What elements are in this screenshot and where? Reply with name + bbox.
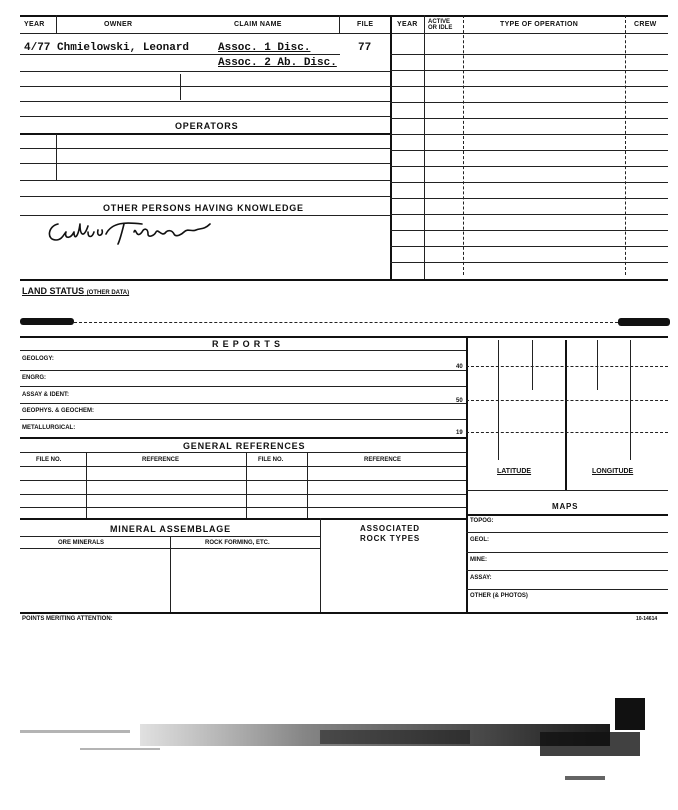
- header-file: FILE: [357, 21, 374, 28]
- general-references-title: GENERAL REFERENCES: [183, 441, 306, 451]
- header-claim-name: CLAIM NAME: [234, 21, 282, 28]
- reports-bottom-rule: [20, 437, 466, 439]
- divider: [532, 340, 533, 390]
- row-rule: [390, 198, 668, 199]
- row-rule: [390, 166, 668, 167]
- general-refs-bottom: [20, 518, 466, 520]
- divider: [597, 340, 598, 390]
- divider: [170, 536, 171, 612]
- row-rule: [20, 370, 466, 371]
- redaction-mark-left: [20, 318, 74, 325]
- reports-row-label: METALLURGICAL:: [22, 425, 76, 431]
- coords-rule: [466, 490, 668, 491]
- points-meriting-attention: POINTS MERITING ATTENTION:: [22, 616, 113, 622]
- row-rule: [20, 180, 390, 181]
- reports-row-num: 40: [456, 364, 463, 370]
- header-bottom-rule: [20, 33, 668, 34]
- row-rule: [390, 182, 668, 183]
- header-crew: CREW: [634, 21, 657, 28]
- row-rule: [390, 134, 668, 135]
- reports-row-label: ENGRG:: [22, 375, 46, 381]
- col-reference-2: REFERENCE: [364, 457, 402, 463]
- reports-row-label: GEOLOGY:: [22, 356, 54, 362]
- longitude-label: LONGITUDE: [592, 468, 634, 475]
- row-rule: [466, 552, 668, 553]
- maps-row-label: MINE:: [470, 557, 487, 563]
- row-rule: [390, 230, 668, 231]
- col-file-no-2: FILE NO.: [258, 457, 284, 463]
- header-year-2: YEAR: [397, 21, 418, 28]
- row-rule: [390, 86, 668, 87]
- maps-row-label: GEOL:: [470, 537, 489, 543]
- col-reference: REFERENCE: [142, 457, 180, 463]
- row-rule: [20, 386, 466, 387]
- entry-claim-line-1: Assoc. 1 Disc.: [218, 42, 311, 54]
- row-rule: [20, 163, 390, 164]
- maps-row-label: TOPOG:: [470, 518, 494, 524]
- row-rule: [20, 101, 390, 102]
- row-rule: [20, 54, 340, 55]
- scan-noise-band: [20, 690, 675, 790]
- row-rule: [20, 86, 390, 87]
- land-status-label: LAND STATUS: [22, 286, 85, 296]
- divider: [180, 74, 181, 100]
- row-rule: [20, 403, 466, 404]
- maps-title: MAPS: [552, 502, 579, 511]
- row-rule: [20, 71, 390, 72]
- reports-title: R E P O R T S: [212, 339, 281, 349]
- divider: [86, 452, 87, 518]
- maps-rule: [466, 514, 668, 516]
- associated-label: ASSOCIATED: [360, 524, 420, 533]
- land-status-rule: [74, 322, 618, 323]
- reports-top-rule: [20, 336, 668, 338]
- row-rule: [390, 54, 668, 55]
- row-rule: [466, 400, 668, 401]
- row-rule: [466, 432, 668, 433]
- divider: [307, 452, 308, 518]
- row-rule: [390, 214, 668, 215]
- entry-claim-line-2: Assoc. 2 Ab. Disc.: [218, 57, 337, 69]
- upper-section-bottom: [20, 279, 668, 281]
- row-rule: [390, 70, 668, 71]
- row-rule: [20, 196, 390, 197]
- divider: [56, 15, 57, 34]
- land-status-sublabel: (OTHER DATA): [86, 290, 130, 296]
- other-persons-rule: [20, 215, 390, 216]
- ore-minerals-label: ORE MINERALS: [58, 540, 105, 546]
- maps-row-label: ASSAY:: [470, 575, 492, 581]
- form-number: 10-14614: [636, 616, 658, 622]
- reports-title-rule: [20, 350, 466, 351]
- reports-row-num: 19: [456, 430, 463, 436]
- divider: [56, 134, 57, 180]
- redaction-mark-right: [618, 318, 670, 326]
- row-rule: [466, 532, 668, 533]
- reports-row-label: GEOPHYS. & GEOCHEM:: [22, 408, 95, 414]
- row-rule: [390, 102, 668, 103]
- row-rule: [466, 366, 668, 367]
- entry-file-no: 77: [358, 42, 372, 54]
- entry-year-owner: 4/77 Chmielowski, Leonard: [24, 42, 190, 54]
- operators-rule: [20, 133, 390, 135]
- land-status-heading: [22, 286, 129, 296]
- operators-title: OPERATORS: [175, 121, 239, 131]
- header-year: YEAR: [24, 21, 45, 28]
- reports-row-label: ASSAY & IDENT:: [22, 392, 70, 398]
- header-type-of-operation: TYPE OF OPERATION: [500, 21, 579, 28]
- col-file-no: FILE NO.: [36, 457, 62, 463]
- row-rule: [390, 118, 668, 119]
- mineral-assemblage-title: MINERAL ASSEMBLAGE: [110, 524, 231, 534]
- divider: [339, 15, 340, 34]
- row-rule: [20, 148, 390, 149]
- row-rule: [20, 419, 466, 420]
- rock-forming-label: ROCK FORMING, ETC.: [205, 540, 270, 546]
- maps-row-label: OTHER (& PHOTOS): [470, 593, 528, 599]
- reports-row-num: 50: [456, 398, 463, 404]
- row-rule: [390, 150, 668, 151]
- divider: [246, 452, 247, 518]
- rock-types-label: ROCK TYPES: [360, 534, 421, 543]
- top-border: [20, 15, 668, 17]
- row-rule: [390, 262, 668, 263]
- header-active-idle: ACTIVE OR IDLE: [428, 19, 453, 31]
- latitude-label: LATITUDE: [497, 468, 532, 475]
- divider: [565, 340, 567, 490]
- other-persons-title: OTHER PERSONS HAVING KNOWLEDGE: [103, 203, 304, 213]
- header-owner: OWNER: [104, 21, 133, 28]
- row-rule: [20, 116, 390, 117]
- lower-section-bottom: [20, 612, 668, 614]
- signature-image: [44, 218, 224, 248]
- divider: [320, 518, 321, 612]
- row-rule: [390, 246, 668, 247]
- row-rule: [466, 570, 668, 571]
- row-rule: [466, 589, 668, 590]
